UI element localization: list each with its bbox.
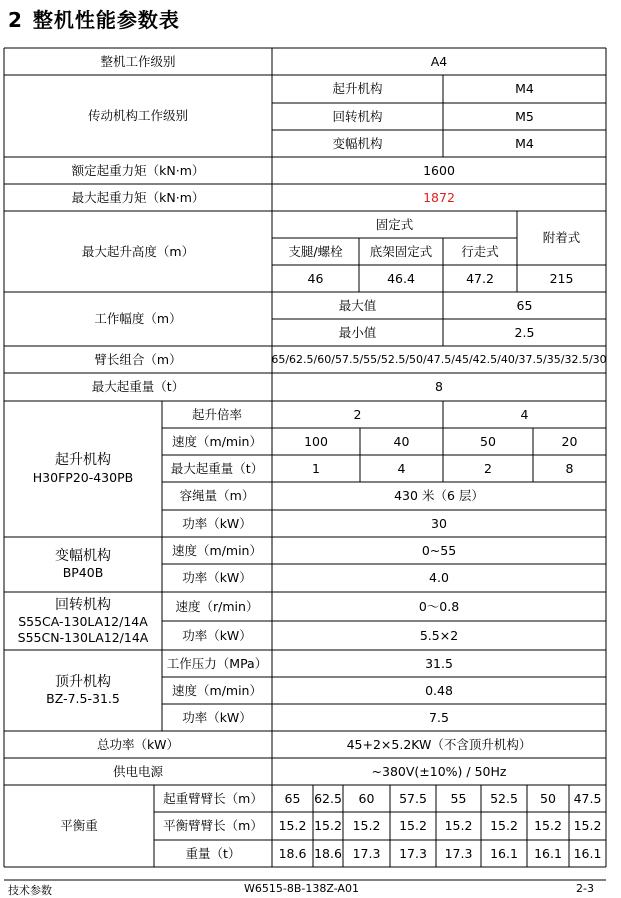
slew-model-1: S55CA-130LA12/14A	[18, 614, 148, 630]
cw-cjib-cell: 15.2	[534, 818, 562, 834]
hoist-model: H30FP20-430PB	[32, 469, 134, 485]
climb-name: 顶升机构	[55, 673, 111, 690]
cw-jib-label: 起重臂臂长（m）	[163, 790, 263, 806]
class-label: 整机工作级别	[100, 53, 176, 69]
radius-max-label: 最大值	[338, 297, 377, 313]
mech-class-hoist-label: 起升机构	[332, 81, 383, 97]
cw-weight-cell: 18.6	[314, 845, 342, 861]
trolley-power-value: 4.0	[429, 570, 449, 586]
climb-pressure-value: 31.5	[425, 655, 453, 671]
footer-section: 技术参数	[8, 884, 52, 897]
hoist-load-4: 8	[565, 460, 574, 476]
hoist-group-label	[4, 401, 162, 537]
height-value-attached: 215	[549, 270, 574, 286]
class-value: A4	[430, 53, 448, 69]
cw-jib-cell: 55	[450, 790, 467, 806]
max-moment-value: 1872	[423, 189, 455, 205]
slew-group-label	[4, 592, 162, 650]
radius-min-value: 2.5	[514, 324, 535, 340]
hoist-speed-4: 20	[561, 433, 578, 449]
cw-cjib-cell: 15.2	[399, 818, 427, 834]
slew-model-2: S55CN-130LA12/14A	[17, 629, 149, 645]
cw-jib-cell: 62.5	[314, 790, 342, 806]
total-power-value: 45+2×5.2KW（不含顶升机构）	[346, 736, 532, 752]
hoist-load-2: 4	[397, 460, 406, 476]
trolley-speed-value: 0~55	[421, 542, 457, 558]
trolley-model: BP40B	[62, 565, 104, 581]
cw-cjib-cell: 15.2	[490, 818, 518, 834]
rated-moment-label: 额定起重力矩（kN·m）	[71, 162, 205, 178]
counterweight-label: 平衡重	[60, 818, 98, 834]
climb-speed-label: 速度（m/min）	[172, 682, 262, 698]
cw-cjib-label: 平衡臂臂长（m）	[163, 818, 263, 834]
radius-label: 工作幅度（m）	[94, 311, 182, 327]
footer-doc-code: W6515-8B-138Z-A01	[244, 882, 359, 895]
cw-jib-cell: 50	[540, 790, 556, 806]
slew-speed-label: 速度（r/min）	[175, 598, 259, 614]
hoist-speed-1: 100	[304, 433, 328, 449]
climb-speed-value: 0.48	[425, 682, 453, 698]
cw-jib-cell: 65	[284, 790, 301, 806]
cw-weight-cell: 16.1	[490, 845, 518, 861]
height-fixed-label: 固定式	[375, 216, 414, 232]
cw-cjib-cell: 15.2	[352, 818, 381, 834]
height-value-base: 46.4	[387, 270, 415, 286]
cw-weight-cell: 17.3	[352, 845, 381, 861]
trolley-power-label: 功率（kW）	[182, 570, 252, 586]
cw-weight-label: 重量（t）	[185, 845, 241, 861]
cw-jib-cell: 60	[358, 790, 375, 806]
cw-cjib-cell: 15.2	[444, 818, 473, 834]
trolley-name: 变幅机构	[55, 547, 111, 564]
height-attached-label: 附着式	[542, 230, 581, 246]
cw-weight-cell: 17.3	[444, 845, 473, 861]
hoist-rope-label: 容绳量（m）	[179, 488, 255, 504]
hoist-speed-2: 40	[393, 433, 410, 449]
height-value-leg: 46	[307, 270, 324, 286]
hoist-load-1: 1	[312, 460, 320, 476]
hoist-name: 起升机构	[55, 452, 111, 469]
cw-weight-cell: 16.1	[573, 845, 602, 861]
hoist-power-label: 功率（kW）	[182, 515, 252, 531]
mech-class-trolley-value: M4	[515, 135, 534, 151]
max-load-value: 8	[435, 379, 443, 395]
footer-page-number: 2-3	[576, 882, 594, 895]
slew-power-label: 功率（kW）	[182, 627, 252, 643]
max-load-label: 最大起重量（t）	[91, 379, 185, 395]
jib-label: 臂长组合（m）	[94, 351, 182, 367]
climb-pressure-label: 工作压力（MPa）	[166, 655, 268, 671]
slew-power-value: 5.5×2	[419, 627, 459, 643]
trolley-speed-label: 速度（m/min）	[172, 542, 262, 558]
cw-cjib-cell: 15.2	[573, 818, 602, 834]
height-sub-leg: 支腿/螺栓	[288, 243, 343, 259]
mech-class-label: 传动机构工作级别	[87, 108, 188, 124]
height-sub-base: 底架固定式	[369, 243, 433, 259]
height-label: 最大起升高度（m）	[81, 243, 195, 259]
hoist-rate-2: 2	[353, 406, 362, 422]
cw-cjib-cell: 15.2	[278, 818, 307, 834]
hoist-load-label: 最大起重量（t）	[170, 460, 264, 476]
section-title: 整机性能参数表	[32, 8, 180, 32]
jib-value: 65/62.5/60/57.5/55/52.5/50/47.5/45/42.5/40/37.5/35/32.5/30	[271, 352, 607, 366]
cw-jib-cell: 52.5	[490, 790, 518, 806]
hoist-power-value: 30	[431, 515, 447, 531]
climb-model: BZ-7.5-31.5	[46, 691, 120, 707]
radius-max-value: 65	[516, 297, 533, 313]
cw-jib-cell: 47.5	[573, 790, 602, 806]
max-moment-label: 最大起重力矩（kN·m）	[71, 189, 205, 205]
hoist-speed-label: 速度（m/min）	[172, 433, 262, 449]
mech-class-trolley-label: 变幅机构	[332, 135, 383, 151]
hoist-rate-4: 4	[520, 406, 529, 422]
height-sub-travel: 行走式	[461, 243, 499, 259]
slew-name: 回转机构	[55, 596, 111, 613]
mech-class-slew-value: M5	[515, 108, 534, 124]
mech-class-slew-label: 回转机构	[332, 108, 383, 124]
height-value-travel: 47.2	[466, 270, 494, 286]
hoist-load-3: 2	[484, 460, 492, 476]
cw-weight-cell: 16.1	[534, 845, 562, 861]
trolley-group-label	[4, 537, 162, 592]
hoist-speed-3: 50	[480, 433, 496, 449]
supply-label: 供电电源	[112, 763, 163, 779]
section-number: 2	[8, 8, 23, 32]
radius-min-label: 最小值	[338, 324, 377, 340]
supply-value: ~380V(±10%) / 50Hz	[371, 763, 507, 779]
slew-speed-value: 0～0.8	[418, 598, 460, 614]
hoist-rope-value: 430 米（6 层）	[394, 488, 484, 504]
cw-jib-cell: 57.5	[399, 790, 427, 806]
cw-cjib-cell: 15.2	[314, 818, 342, 834]
cw-weight-cell: 17.3	[399, 845, 427, 861]
total-power-label: 总功率（kW）	[96, 736, 180, 752]
cw-weight-cell: 18.6	[278, 845, 307, 861]
rated-moment-value: 1600	[423, 162, 455, 178]
mech-class-hoist-value: M4	[515, 81, 534, 97]
hoist-rate-label: 起升倍率	[191, 406, 242, 422]
climb-group-label	[4, 650, 162, 731]
climb-power-label: 功率（kW）	[182, 709, 252, 725]
climb-power-value: 7.5	[429, 709, 449, 725]
